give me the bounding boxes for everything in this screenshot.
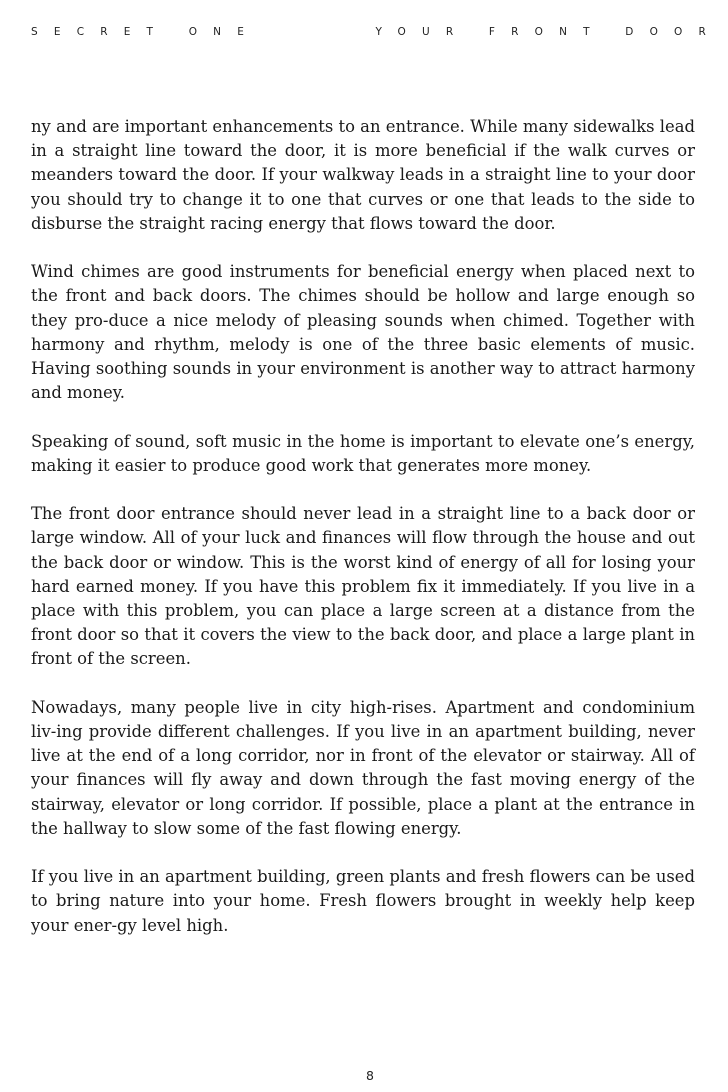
paragraph-wind-chimes: Wind chimes are good instruments for beneficial energy when placed next to the front and back doors. The chimes should be hollow and large enough so they pro-duce a nice melody of pleasing sounds when chimed. Together with harmony and rhythm, melody is one of the three basic elements of music. Having soothing sounds in your environment is another way to attract harmony and money. [31,262,695,403]
paragraph-plants: If you live in an apartment building, green plants and fresh flowers can be used to bring nature into your home. Fresh flowers brought in weekly help keep your ener-gy level high. [31,867,695,935]
section-title: YOUR FRONT DOOR [375,26,722,38]
chapter-title: SECRET ONE [31,26,261,38]
paragraph-walkway: ny and are important enhancements to an entrance. While many sidewalks lead in a straight line toward the door, it is more beneficial if the walk curves or meanders toward the door. If your walkway leads in a straight line to your door you should try to change it to one that curves or one that leads to the side to disburse the straight racing energy that flows toward the door. [31,117,695,233]
body-text [31,115,695,962]
paragraph-music: Speaking of sound, soft music in the home is important to elevate one’s energy, making it easier to produce good work that generates more money. [31,431,695,475]
running-header [31,26,722,44]
page-number: 8 [366,1068,374,1083]
paragraph-high-rises: Nowadays, many people live in city high-rises. Apartment and condominium liv-ing provide different challenges. If you live in an apartment building, never live at the end of a long corridor, nor in front of the elevator or stairway. All of your finances will fly away and down through the fast moving energy of the stairway, elevator or long corridor. If possible, place a plant at the entrance in the hallway to slow some of the fast flowing energy. [31,697,695,838]
paragraph-front-door: The front door entrance should never lead in a straight line to a back door or large window. All of your luck and finances will flow through the house and out the back door or window. This is the worst kind of energy of all for losing your hard earned money. If you have this problem fix it immediately. If you live in a place with this problem, you can place a large screen at a distance from the front door so that it covers the view to the back door, and place a large plant in front of the screen. [31,504,695,669]
